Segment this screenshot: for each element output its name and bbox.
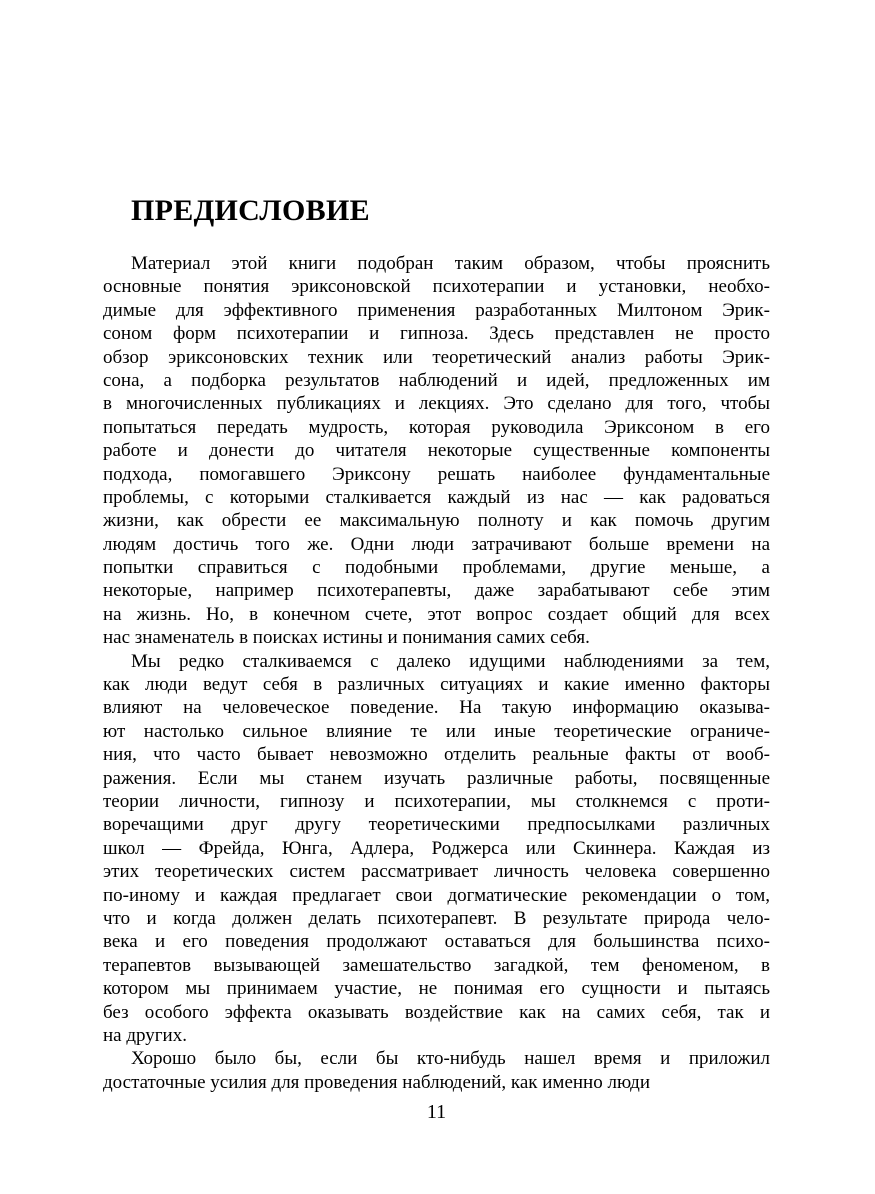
paragraph xyxy=(103,1047,770,1094)
text-line: по-иному и каждая предлагает свои догматические рекомендации о том, xyxy=(103,884,770,906)
text-line: что и когда должен делать психотерапевт. В результате природа чело- xyxy=(103,907,770,929)
paragraph xyxy=(103,252,770,650)
text-line: воречащими друг другу теоретическими предпосылками различных xyxy=(103,814,770,836)
text-line: нас знаменатель в поисках истины и понимания самих себя. xyxy=(103,627,590,649)
text-line: проблемы, с которыми сталкивается каждый из нас — как радоваться xyxy=(103,486,770,508)
text-line: достаточные усилия для проведения наблюдений, как именно люди xyxy=(103,1071,651,1093)
text-line: века и его поведения продолжают оставаться для большинства психо- xyxy=(103,931,770,953)
text-line: сона, а подборка результатов наблюдений и идей, предложенных им xyxy=(103,369,770,391)
text-line: без особого эффекта оказывать воздействие как на самих себя, так и xyxy=(103,1001,770,1023)
body-text xyxy=(103,252,770,1094)
text-line: влияют на человеческое поведение. На такую информацию оказыва- xyxy=(103,697,770,719)
text-line: на других. xyxy=(103,1024,187,1046)
paragraph xyxy=(103,650,770,1048)
text-line: Материал этой книги подобран таким образом, чтобы прояснить xyxy=(131,253,770,274)
text-line: как люди ведут себя в различных ситуациях и какие именно факторы xyxy=(103,674,770,696)
text-line: людям достичь того же. Одни люди затрачивают больше времени на xyxy=(103,533,770,555)
text-line: основные понятия эриксоновской психотерапии и установки, необхо- xyxy=(103,276,770,298)
text-line: школ — Фрейда, Юнга, Адлера, Роджерса или Скиннера. Каждая из xyxy=(103,837,770,859)
text-line: теории личности, гипнозу и психотерапии, мы столкнемся с проти- xyxy=(103,790,770,812)
text-line: работе и донести до читателя некоторые существенные компоненты xyxy=(103,440,770,462)
chapter-title: ПРЕДИСЛОВИЕ xyxy=(131,194,370,227)
page-content xyxy=(103,196,770,1094)
text-line: жизни, как обрести ее максимальную полноту и как помочь другим xyxy=(103,510,770,532)
text-line: подхода, помогавшего Эриксону решать наиболее фундаментальные xyxy=(103,463,770,485)
text-line: Мы редко сталкиваемся с далеко идущими наблюдениями за тем, xyxy=(131,650,770,672)
text-line: димые для эффективного применения разработанных Милтоном Эрик- xyxy=(103,299,770,321)
text-line: обзор эриксоновских техник или теоретический анализ работы Эрик- xyxy=(103,346,770,368)
text-line: ния, что часто бывает невозможно отделить реальные факты от вооб- xyxy=(103,744,770,766)
text-line: Хорошо было бы, если бы кто-нибудь нашел время и приложил xyxy=(131,1048,770,1070)
text-line: на жизнь. Но, в конечном счете, этот вопрос создает общий для всех xyxy=(103,603,770,625)
text-line: в многочисленных публикациях и лекциях. Это сделано для того, чтобы xyxy=(103,393,770,415)
text-line: ют настолько сильное влияние те или иные теоретические ограниче- xyxy=(103,720,770,742)
text-line: этих теоретических систем рассматривает личность человека совершенно xyxy=(103,861,770,883)
text-line: некоторые, например психотерапевты, даже зарабатывают себе этим xyxy=(103,580,770,602)
page-number: 11 xyxy=(426,1101,447,1123)
text-line: ражения. Если мы станем изучать различные работы, посвященные xyxy=(103,767,770,789)
text-line: терапевтов вызывающей замешательство загадкой, тем феноменом, в xyxy=(103,954,770,976)
text-line: попытаться передать мудрость, которая руководила Эриксоном в его xyxy=(103,416,770,438)
text-line: котором мы принимаем участие, не понимая его сущности и пытаясь xyxy=(103,978,770,1000)
text-line: попытки справиться с подобными проблемами, другие меньше, а xyxy=(103,557,770,579)
text-line: соном форм психотерапии и гипноза. Здесь представлен не просто xyxy=(103,323,770,345)
